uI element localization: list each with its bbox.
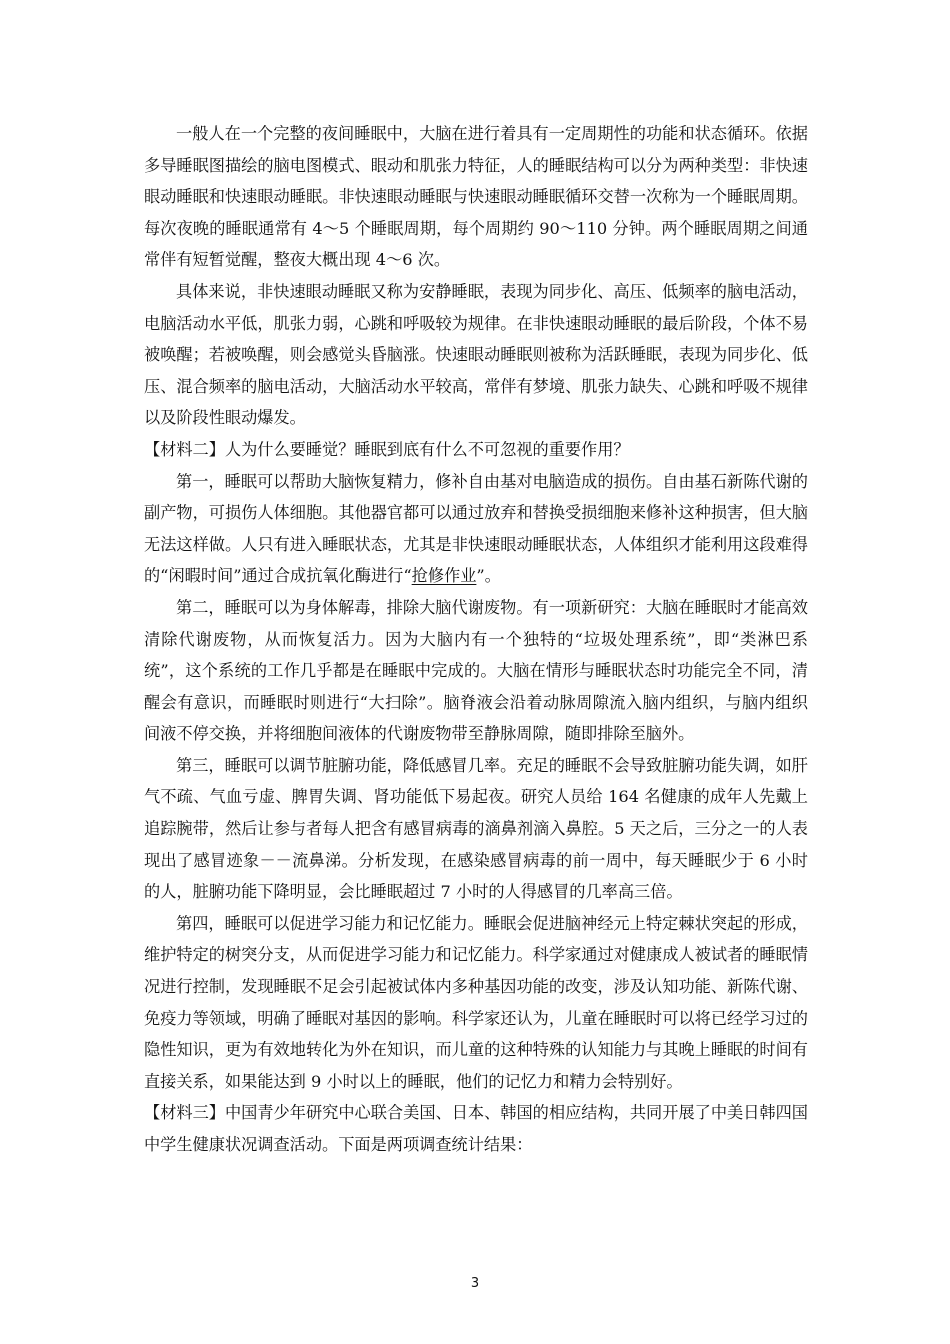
paragraph-first-function <box>144 466 808 592</box>
paragraph-text: 第一，睡眠可以帮助大脑恢复精力，修补自由基对电脑造成的损伤。自由基石新陈代谢的副产物，可损伤人体细胞。其他器官都可以通过放弃和替换受损细胞来修补这种损害，但大脑无法这样做。人只有进入睡眠状态，尤其是非快速眼动睡眠状态，人体组织才能利用这段难得的“闲暇时间”通过合成抗氧化酶进行“ <box>144 471 808 586</box>
material-three-paragraph: 【材料三】中国青少年研究中心联合美国、日本、韩国的相应结构，共同开展了中美日韩四国中学生健康状况调查活动。下面是两项调查统计结果： <box>144 1103 808 1154</box>
document-body <box>144 118 808 1161</box>
page-number: 3 <box>470 1276 480 1291</box>
paragraph-third-function: 第三，睡眠可以调节脏腑功能，降低感冒几率。充足的睡眠不会导致脏腑功能失调，如肝气不疏、气血亏虚、脾胃失调、肾功能低下易起夜。研究人员给 164 名健康的成年人先戴上追踪腕带，然后让参与者每人把含有感冒病毒的滴鼻剂滴入鼻腔。5 天之后，三分之一的人表现出了感冒迹象－－流鼻涕。分析发现，在感染感冒病毒的前一周中，每天睡眠少于 6 小时的人，脏腑功能下降明显，会比睡眠超过 7 小时的人得感冒的几率高三倍。 <box>144 755 808 902</box>
paragraph-sleep-types: 具体来说，非快速眼动睡眠又称为安静睡眠，表现为同步化、高压、低频率的脑电活动，电脑活动水平低，肌张力弱，心跳和呼吸较为规律。在非快速眼动睡眠的最后阶段，个体不易被唤醒；若被唤醒，则会感觉头昏脑涨。快速眼动睡眠则被称为活跃睡眠，表现为同步化、低压、混合频率的脑电活动，大脑活动水平较高，常伴有梦境、肌张力缺失、心跳和呼吸不规律以及阶段性眼动爆发。 <box>144 281 808 428</box>
paragraph-sleep-cycle: 一般人在一个完整的夜间睡眠中，大脑在进行着具有一定周期性的功能和状态循环。依据多导睡眠图描绘的脑电图模式、眼动和肌张力特征，人的睡眠结构可以分为两种类型：非快速眼动睡眠和快速眼动睡眠。非快速眼动睡眠与快速眼动睡眠循环交替一次称为一个睡眠周期。每次夜晚的睡眠通常有 4～5 个睡眠周期，每个周期约 90～110 分钟。两个睡眠周期之间通常伴有短暂觉醒，整夜大概出现 4～6 次。 <box>144 124 808 270</box>
paragraph-second-function: 第二，睡眠可以为身体解毒，排除大脑代谢废物。有一项新研究：大脑在睡眠时才能高效清除代谢废物，从而恢复活力。因为大脑内有一个独特的“垃圾处理系统”，即“类淋巴系统”，这个系统的工作几乎都是在睡眠中完成的。大脑在情形与睡眠状态时功能完全不同，清醒会有意识，而睡眠时则进行“大扫除”。脑脊液会沿着动脉周隙流入脑内组织，与脑内组织间液不停交换，并将细胞间液体的代谢废物带至静脉周隙，随即排除至脑外。 <box>144 597 808 744</box>
material-two-heading: 【材料二】人为什么要睡觉？睡眠到底有什么不可忽视的重要作用？ <box>144 439 630 459</box>
underlined-term: 抢修作业 <box>411 566 477 586</box>
paragraph-text: ”。 <box>476 566 501 586</box>
paragraph-fourth-function: 第四，睡眠可以促进学习能力和记忆能力。睡眠会促进脑神经元上特定棘状突起的形成，维护特定的树突分支，从而促进学习能力和记忆能力。科学家通过对健康成人被试者的睡眠情况进行控制，发现睡眠不足会引起被试体内多种基因功能的改变，涉及认知功能、新陈代谢、免疫力等领域，明确了睡眠对基因的影响。科学家还认为，儿童在睡眠时可以将已经学习过的隐性知识，更为有效地转化为外在知识，而儿童的这种特殊的认知能力与其晚上睡眠的时间有直接关系，如果能达到 9 小时以上的睡眠，他们的记忆力和精力会特别好。 <box>144 913 808 1091</box>
